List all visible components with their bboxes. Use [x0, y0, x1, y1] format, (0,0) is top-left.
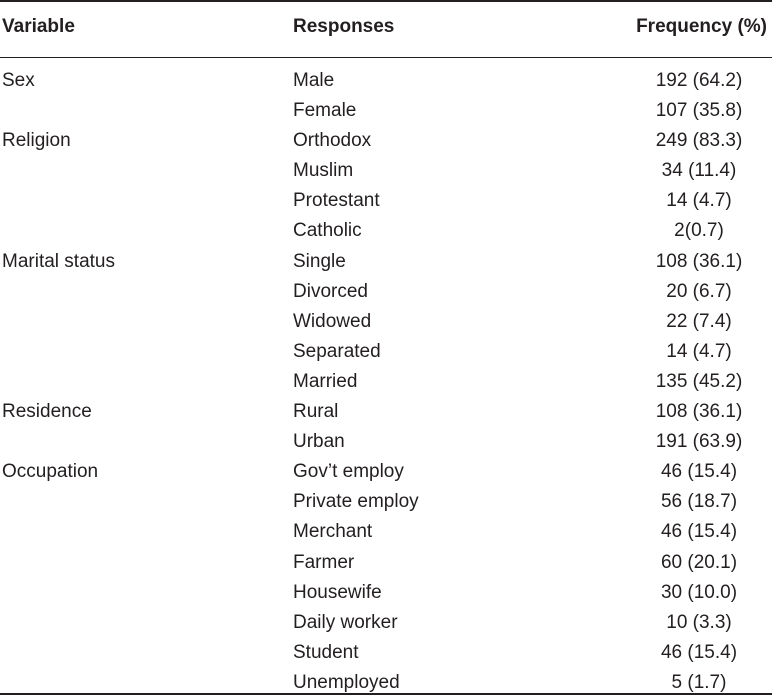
cell-frequency: 34 (11.4) — [661, 160, 737, 182]
cell-variable: Religion — [2, 130, 71, 152]
cell-response: Separated — [293, 340, 381, 362]
cell-frequency: 46 (15.4) — [660, 521, 738, 543]
cell-response: Muslim — [293, 160, 354, 182]
cell-response: Widowed — [293, 310, 372, 332]
cell-response: Married — [293, 370, 358, 392]
table-row — [0, 307, 772, 337]
cell-frequency: 46 (15.4) — [660, 641, 738, 663]
table-row — [0, 337, 772, 367]
cell-frequency: 249 (83.3) — [655, 130, 743, 152]
table-row — [0, 427, 772, 457]
table-row — [0, 517, 772, 547]
table-row — [0, 638, 772, 668]
table-row — [0, 126, 772, 156]
table-row — [0, 186, 772, 216]
header-variable: Variable — [2, 16, 75, 37]
table-row — [0, 367, 772, 397]
table-row — [0, 216, 772, 246]
cell-frequency: 46 (15.4) — [660, 461, 738, 483]
cell-frequency: 30 (10.0) — [660, 581, 738, 603]
cell-variable: Residence — [2, 401, 92, 423]
table-row — [0, 247, 772, 277]
table-row — [0, 96, 772, 126]
cell-response: Unemployed — [293, 671, 400, 693]
cell-response: Protestant — [293, 190, 380, 212]
cell-frequency: 191 (63.9) — [655, 431, 743, 453]
cell-response: Single — [293, 250, 346, 272]
header-frequency: Frequency (%) — [636, 16, 767, 37]
table-row — [0, 608, 772, 638]
table-body — [0, 66, 772, 698]
table-row — [0, 578, 772, 608]
table-row — [0, 457, 772, 487]
cell-frequency: 135 (45.2) — [655, 370, 743, 392]
cell-frequency: 20 (6.7) — [666, 280, 732, 302]
cell-frequency: 108 (36.1) — [655, 250, 743, 272]
table-row — [0, 277, 772, 307]
cell-frequency: 107 (35.8) — [655, 100, 743, 122]
cell-response: Rural — [293, 401, 339, 423]
cell-frequency: 108 (36.1) — [655, 401, 743, 423]
cell-response: Catholic — [293, 220, 362, 242]
cell-response: Orthodox — [293, 130, 372, 152]
cell-response: Housewife — [293, 581, 382, 603]
cell-frequency: 5 (1.7) — [671, 671, 727, 693]
table-row — [0, 397, 772, 427]
cell-response: Student — [293, 641, 359, 663]
cell-response: Private employ — [293, 491, 419, 513]
table-row — [0, 66, 772, 96]
cell-frequency: 192 (64.2) — [655, 70, 743, 91]
table-row — [0, 156, 772, 186]
cell-response: Urban — [293, 431, 345, 453]
cell-response: Daily worker — [293, 611, 398, 633]
header-responses: Responses — [293, 16, 395, 37]
table-row — [0, 548, 772, 578]
cell-response: Farmer — [293, 551, 355, 573]
cell-response: Female — [293, 100, 357, 122]
cell-response: Divorced — [293, 280, 368, 302]
table-header-row — [0, 0, 772, 57]
cell-response: Male — [293, 70, 335, 91]
cell-frequency: 2(0.7) — [674, 220, 724, 242]
cell-frequency: 14 (4.7) — [666, 340, 732, 362]
cell-response: Gov’t employ — [293, 461, 404, 483]
table-header-rule — [0, 57, 772, 58]
cell-variable: Marital status — [2, 250, 115, 272]
cell-frequency: 10 (3.3) — [666, 611, 732, 633]
cell-frequency: 14 (4.7) — [666, 190, 732, 212]
cell-frequency: 56 (18.7) — [660, 491, 738, 513]
table-row — [0, 487, 772, 517]
cell-frequency: 60 (20.1) — [660, 551, 738, 573]
cell-variable: Sex — [2, 70, 35, 91]
cell-response: Merchant — [293, 521, 373, 543]
cell-variable: Occupation — [2, 461, 99, 483]
cell-frequency: 22 (7.4) — [666, 310, 732, 332]
